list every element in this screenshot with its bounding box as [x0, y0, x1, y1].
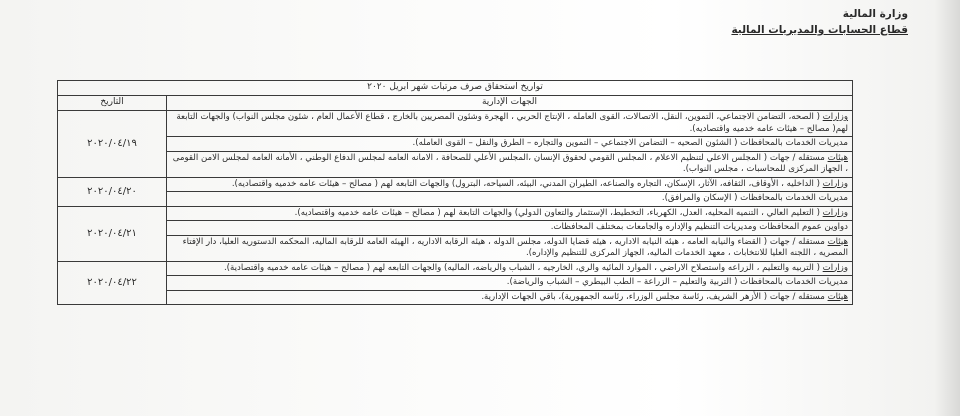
- salary-schedule-table: [57, 80, 853, 305]
- entity-text: مستقله / جهات ( المجلس الاعلي لتنظيم الاعلام ، المجلس القومي لحقوق الإنسان ،المجلس الأعلي للصحافة ، الامانه العامه لمجلس الدفاع الوطني ، الأمانه العامه لمجلس الامن القومى ، الجهاز المركزى للمحاسبات ، مجلس النواب).: [172, 152, 848, 174]
- table-row: [58, 177, 853, 192]
- entity-text: ( الصحه، التضامن الاجتماعي، التموين، النقل، الاتصالات، القوى العامله ، الإنتاج الحربي ، الهجرة وشئون المصريين بالخارج ، قطاع الأعمال العام ، شئون مجلس النواب) والجهات التابعة لهم( مصالح – هيئات عامه خدميه واقتصاديه).: [176, 112, 848, 134]
- page-edge-shadow: [934, 0, 960, 416]
- entity-text: ( التربيه والتعليم ، الزراعه واستصلاح الاراضي ، الموارد المائيه والري، الخارجيه ، الشباب والرياضه، الماليه) والجهات التابعه لهم ( مصالح – هيئات عامه خدميه واقتصادية).: [223, 262, 823, 273]
- entity-cell: [167, 261, 853, 276]
- entity-text: مستقله / جهات ( القضاء والنيابه العامه ، هيئه النيابه الاداريه ، هيئه قضايا الدوله، مجلس الدوله ، هيئه الرقابه الاداريه ، الهيئه العامه للرقابه الماليه، المحكمه الدستوريه العليا، دار الإفتاء المصريه ، اللجنه العليا للانتخابات ، معهد الخدمات الماليه، الجهاز المركزى للتنظيم والإداره).: [182, 236, 848, 258]
- entity-text: مديريات الخدمات بالمحافظات ( التربية والتعليم – الزراعة – الطب البيطري – الشباب والرياضة).: [506, 277, 848, 287]
- entity-text: ( الداخليه ، الأوقاف، الثقافه، الآثار، الإسكان، التجاره والصناعه، الطيران المدني، البيئه، السياحه، البترول) والجهات التابعه لهم ( مصالح – هيئات عامه خدميه واقتصاديه).: [231, 178, 823, 189]
- entity-text: مستقله / جهات ( الأزهر الشريف، رئاسة مجلس الوزراء، رئاسه الجمهورية)، باقي الجهات الإدارية.: [481, 291, 828, 302]
- table-row: [58, 192, 853, 207]
- entity-type-label: وزارات: [822, 262, 848, 273]
- table-row: [58, 111, 853, 137]
- ministry-name: وزارة المالية: [842, 8, 908, 20]
- column-header-date: التاريخ: [58, 96, 167, 111]
- entity-cell: [167, 111, 853, 137]
- table-caption: تواريخ استحقاق صرف مرتبات شهر ابريل ٢٠٢٠: [58, 81, 853, 96]
- table-row: [58, 221, 853, 236]
- entity-type-label: هيئات: [827, 291, 848, 302]
- entity-text: مديريات الخدمات بالمحافظات ( الشئون الصحيه – التضامن الاجتماعي – التموين والتجاره – الطرق والنقل – القوى العامله).: [412, 138, 848, 148]
- entity-cell: [167, 276, 853, 291]
- entity-cell: [167, 177, 853, 192]
- entity-cell: [167, 290, 853, 305]
- date-cell: ٢٠٢٠/٠٤/٢١: [58, 206, 167, 261]
- entity-cell: [167, 221, 853, 236]
- date-cell: ٢٠٢٠/٠٤/٢٠: [58, 177, 167, 206]
- entity-type-label: هيئات: [827, 152, 848, 163]
- entity-cell: [167, 206, 853, 221]
- table-row: [58, 261, 853, 276]
- document-header: [731, 6, 908, 38]
- entity-cell: [167, 151, 853, 177]
- entity-type-label: هيئات: [827, 236, 848, 247]
- entity-text: مديريات الخدمات بالمحافظات ( الإسكان والمرافق).: [661, 193, 848, 203]
- table-row: [58, 290, 853, 305]
- entity-cell: [167, 192, 853, 207]
- sector-name: قطاع الحسابات والمديريات المالية: [731, 24, 908, 36]
- table-row: [58, 137, 853, 152]
- entity-type-label: وزارات: [822, 207, 848, 218]
- date-cell: ٢٠٢٠/٠٤/١٩: [58, 111, 167, 178]
- entity-cell: [167, 235, 853, 261]
- table-row: [58, 276, 853, 291]
- table-row: [58, 235, 853, 261]
- column-header-entities: الجهات الإدارية: [167, 96, 853, 111]
- entity-type-label: وزارات: [822, 112, 848, 122]
- entity-type-label: وزارات: [822, 178, 848, 189]
- entity-cell: [167, 137, 853, 152]
- entity-text: ( التعليم العالي ، التنميه المحليه، العدل، الكهرباء، التخطيط، الإستثمار والتعاون الدولي) والجهات التابعة لهم ( مصالح – هيئات عامه خدميه واقتصاديه).: [294, 207, 823, 218]
- table-row: [58, 151, 853, 177]
- table-row: [58, 206, 853, 221]
- entity-text: دواوين عموم المحافظات ومديريات التنظيم والإداره والجامعات بمختلف المحافظات.: [550, 222, 848, 232]
- date-cell: ٢٠٢٠/٠٤/٢٢: [58, 261, 167, 305]
